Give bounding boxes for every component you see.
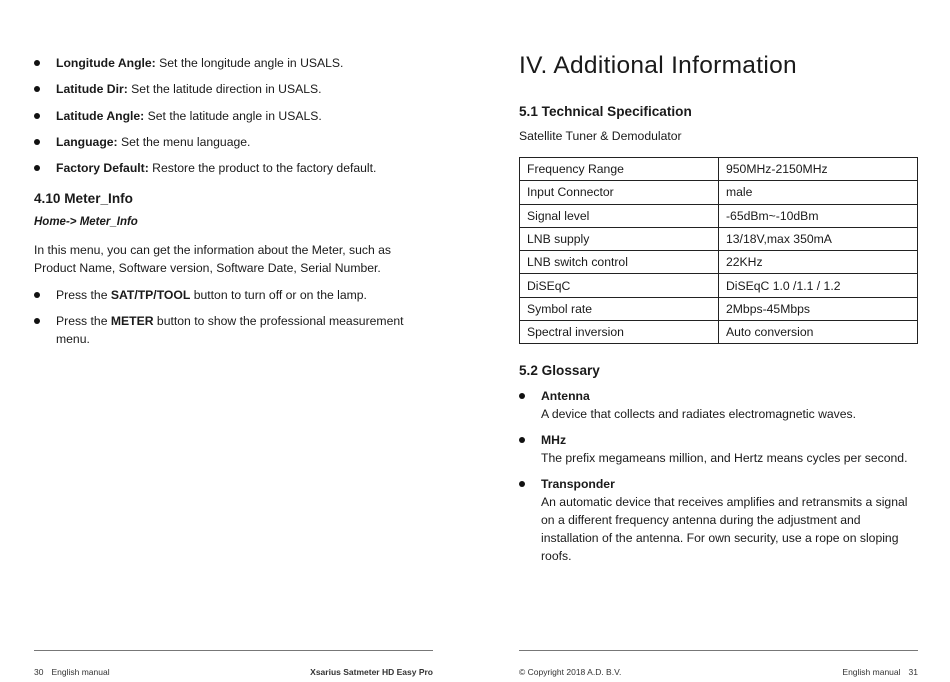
footer-copyright: © Copyright 2018 A.D. B.V. — [519, 667, 622, 677]
glossary-definition: An automatic device that receives amplifies and retransmits a signal on a different frequency antenna during the adjustment and installation of the antenna. For own security, use a rope on sloping roofs. — [541, 495, 908, 563]
setting-desc: Set the longitude angle in USALS. — [155, 56, 344, 70]
spec-value: Auto conversion — [719, 321, 918, 344]
table-row — [520, 297, 918, 320]
menu-path: Home-> Meter_Info — [34, 216, 138, 228]
spec-value: -65dBm~-10dBm — [719, 204, 918, 227]
page-number: 31 — [908, 667, 918, 677]
spec-value: 2Mbps-45Mbps — [719, 297, 918, 320]
glossary-term: Antenna — [541, 389, 590, 403]
list-item — [519, 387, 918, 423]
list-item — [34, 107, 433, 125]
setting-term: Factory Default: — [56, 161, 149, 176]
glossary-term: Transponder — [541, 477, 615, 491]
list-item — [519, 475, 918, 565]
page-title: IV. Additional Information — [519, 52, 797, 79]
section-heading-meter-info: 4.10 Meter_Info — [34, 191, 133, 206]
table-row — [520, 227, 918, 250]
spec-value: 13/18V,max 350mA — [719, 227, 918, 250]
spec-key: Signal level — [520, 204, 719, 227]
spec-key: Symbol rate — [520, 297, 719, 320]
footer-divider — [519, 650, 918, 651]
spec-key: Spectral inversion — [520, 321, 719, 344]
setting-term: Longitude Angle: — [56, 56, 156, 70]
footer-product: Xsarius Satmeter HD Easy Pro — [310, 667, 433, 677]
instruction-text: Press the — [56, 288, 111, 302]
setting-desc: Set the latitude direction in USALS. — [127, 82, 322, 97]
meter-instructions-list — [34, 286, 433, 356]
right-page — [519, 0, 918, 682]
settings-list — [34, 54, 433, 185]
list-item — [519, 431, 918, 467]
setting-desc: Restore the product to the factory default. — [148, 161, 377, 176]
list-item — [34, 54, 433, 72]
list-item — [34, 159, 433, 177]
spec-value: DiSEqC 1.0 /1.1 / 1.2 — [719, 274, 918, 297]
footer-divider — [34, 650, 433, 651]
section-heading-glossary: 5.2 Glossary — [519, 363, 600, 378]
table-row — [520, 251, 918, 274]
setting-term: Latitude Dir: — [56, 82, 128, 97]
instruction-text: Press the — [56, 314, 111, 328]
page-number: 30 — [34, 667, 44, 677]
footer-label: English manual — [842, 667, 901, 677]
footer-label: English manual — [51, 667, 110, 677]
setting-term: Latitude Angle: — [56, 108, 145, 123]
key-name: SAT/TP/TOOL — [110, 288, 191, 302]
list-item — [34, 133, 433, 151]
list-item — [34, 80, 433, 98]
spec-key: LNB supply — [520, 227, 719, 250]
spec-key: LNB switch control — [520, 251, 719, 274]
list-item — [34, 312, 433, 348]
spec-key: Input Connector — [520, 181, 719, 204]
table-row — [520, 181, 918, 204]
list-item — [34, 286, 433, 304]
setting-desc: Set the menu language. — [117, 134, 251, 149]
setting-desc: Set the latitude angle in USALS. — [144, 108, 322, 123]
glossary-list — [519, 387, 918, 573]
glossary-definition: The prefix megameans million, and Hertz means cycles per second. — [541, 451, 908, 465]
spec-table — [519, 157, 918, 344]
table-row — [520, 158, 918, 181]
table-row — [520, 274, 918, 297]
footer-right — [842, 667, 918, 677]
table-row — [520, 321, 918, 344]
section-heading-tech-spec: 5.1 Technical Specification — [519, 104, 692, 119]
glossary-definition: A device that collects and radiates electromagnetic waves. — [541, 407, 857, 421]
glossary-term: MHz — [541, 433, 567, 447]
meter-info-paragraph: In this menu, you can get the information about the Meter, such as Product Name, Software version, Software Date, Serial Number. — [34, 243, 392, 275]
spec-key: DiSEqC — [520, 274, 719, 297]
spec-key: Frequency Range — [520, 158, 719, 181]
spec-value: 22KHz — [719, 251, 918, 274]
setting-term: Language: — [56, 134, 118, 149]
footer-left — [34, 667, 110, 677]
table-row — [520, 204, 918, 227]
spec-value: male — [719, 181, 918, 204]
instruction-text: button to show the professional measurement menu. — [56, 314, 404, 346]
instruction-text: button to turn off or on the lamp. — [190, 288, 367, 302]
key-name: METER — [110, 314, 154, 328]
spec-value: 950MHz-2150MHz — [719, 158, 918, 181]
spec-caption: Satellite Tuner & Demodulator — [519, 129, 682, 143]
left-page — [34, 0, 433, 682]
